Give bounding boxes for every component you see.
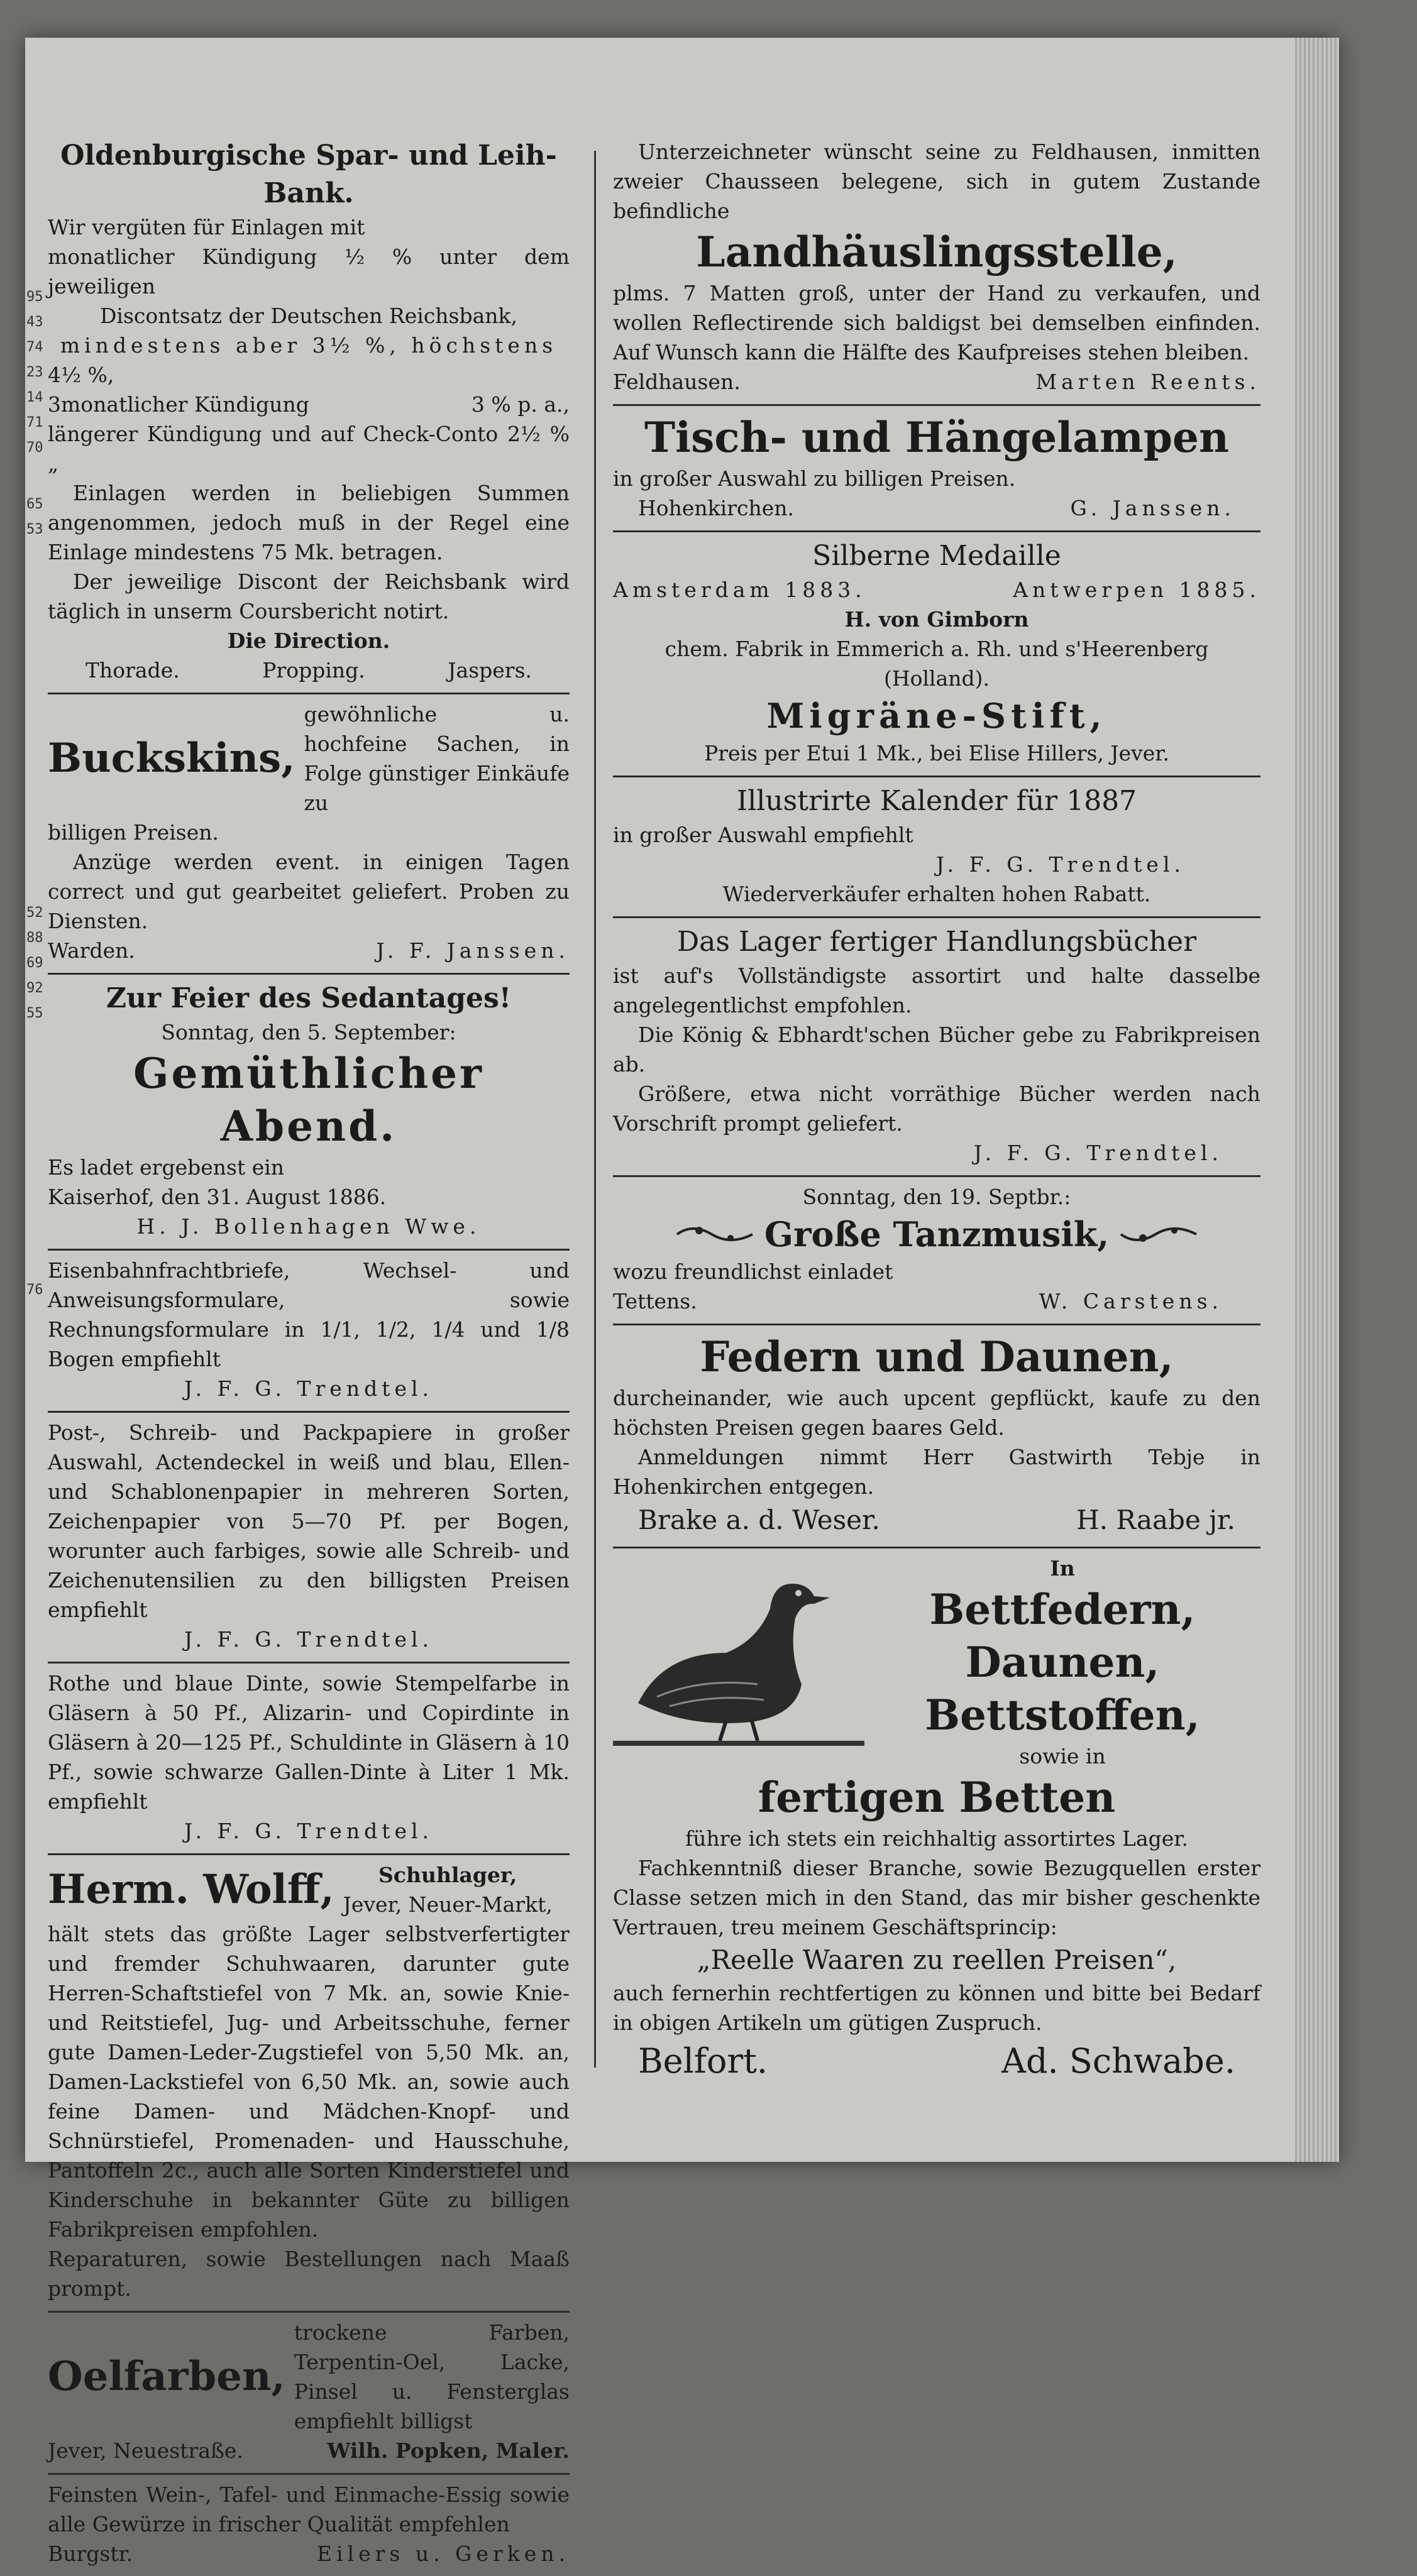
ad-title: Große Tanzmusik, (764, 1214, 1110, 1254)
left-column (48, 132, 570, 2576)
margin-number: 74 (26, 339, 43, 355)
ad-text: Der jeweilige Discont der Reichsbank wird täglich in unserm Coursbericht notirt. (48, 569, 570, 623)
ad-text: 3monatlicher Kündigung (48, 392, 309, 417)
ad-name: Thorade. (85, 658, 180, 682)
ad-text: Antwerpen 1885. (1013, 578, 1260, 602)
margin-number: 95 (26, 289, 43, 305)
ad-text: plms. 7 Matten groß, unter der Hand zu verkaufen, und wollen Reflectirende sich baldigst bei demselben einfinden. Auf Wunsch kann die Hälfte des Kaufpreises stehen bleiben. (613, 281, 1260, 364)
ad-text: Feinsten Wein-, Tafel- und Einmache-Essig sowie alle Gewürze in frischer Qualität empfehlen (48, 2482, 570, 2536)
ad-place: Hohenkirchen. (638, 496, 795, 520)
margin-number: 76 (26, 1282, 43, 1298)
ad-eisenbahn (48, 1251, 570, 1413)
ad-footer (613, 1501, 1260, 1539)
ad-text: in großer Auswahl empfiehlt (613, 823, 913, 847)
ad-maker: H. von Gimborn (844, 607, 1029, 632)
margin-number: 23 (26, 364, 43, 380)
ad-text: Unterzeichneter wünscht seine zu Feldhausen, inmitten zweier Chausseen belegene, sich in gutem Zustande befindliche (613, 140, 1260, 223)
ad-text: 4½ %, (48, 363, 114, 387)
ad-title: fertigen Betten (758, 1773, 1116, 1822)
ad-text: 3 % p. a., (471, 392, 570, 417)
ad-sub (343, 1860, 553, 1919)
ad-footer (613, 1286, 1260, 1316)
ad-text: wozu freundlichst einladet (613, 1259, 893, 1284)
ad-name: H. J. Bollenhagen Wwe. (136, 1214, 481, 1239)
ad-essig (48, 2475, 570, 2576)
ad-title: Oelfarben, (48, 2353, 285, 2400)
margin-number: 53 (26, 522, 43, 537)
ad-title: Bettstoffen, (925, 1691, 1200, 1740)
ad-text: Die König & Ebhardt'schen Bücher gebe zu Fabrikpreisen ab. (613, 1022, 1260, 1077)
ad-tanz (613, 1177, 1260, 1325)
ad-header (48, 699, 570, 818)
margin-number: 55 (26, 1006, 43, 1021)
ad-name: Eilers u. Gerken. (316, 2541, 570, 2566)
ad-betten (613, 1548, 1260, 2093)
ad-text: Discontsatz der Deutschen Reichsbank, (99, 304, 518, 328)
ad-footer (48, 2539, 570, 2568)
ad-header (613, 1554, 1260, 1771)
ad-footer (613, 493, 1260, 523)
ad-text: führe ich stets ein reichhaltig assortirtes Lager. (685, 1826, 1188, 1851)
ad-name: J. F. G. Trendtel. (184, 1819, 434, 1843)
ad-row (48, 390, 570, 419)
ad-header (613, 1212, 1260, 1257)
ad-landhaus (613, 132, 1260, 406)
ad-name: J. F. G. Trendtel. (184, 1627, 434, 1652)
margin-number: 65 (26, 496, 43, 512)
ad-title: Herm. Wolff, (48, 1866, 334, 1913)
ad-text: ist auf's Vollständigste assortirt und halte dasselbe angelegentlichst empfohlen. (613, 963, 1260, 1017)
ornament-right-icon (1118, 1222, 1199, 1247)
ad-text: hält stets das größte Lager selbstverfertigter und fremder Schuhwaaren, darunter gute Herren-Schaftstiefel von 7 Mk. an, sowie Knie- und Reitstiefel, Jug- und Arbeitsschuhe, ferner gute Damen-Leder-Zugstiefel von 5,50 Mk. an, Damen-Lackstiefel von 6,50 Mk. an, sowie auch feine Damen- und Mädchen-Knopf- und Schnürstiefel, Promenaden- und Hausschuhe, Pantoffeln 2c., auch alle Sorten Kinderstiefel und Kinderschuhe in bekannter Güte zu billigen Fabrikpreisen empfohlen. (48, 1922, 570, 2242)
ad-text: Kaiserhof, den 31. August 1886. (48, 1185, 387, 1209)
ad-text: sowie in (1019, 1744, 1106, 1768)
ad-title: Landhäuslingsstelle, (696, 227, 1177, 277)
ad-name: J. F. G. Trendtel. (973, 1141, 1223, 1165)
page-edge (1295, 38, 1339, 2162)
margin-number: 92 (26, 980, 43, 996)
ad-signature: Die Direction. (227, 628, 390, 653)
ad-footer (613, 367, 1260, 397)
ad-text: in großer Auswahl zu billigen Preisen. (613, 466, 1016, 491)
ad-text: Preis per Etui 1 Mk., bei Elise Hillers, Jever. (704, 741, 1169, 765)
margin-number: 69 (26, 955, 43, 971)
ad-row (613, 575, 1260, 605)
ad-text: Sonntag, den 5. September: (161, 1020, 456, 1044)
ad-place: Jever, Neuestraße. (48, 2438, 243, 2463)
ad-text: In (1050, 1556, 1075, 1581)
margin-number: 14 (26, 390, 43, 405)
ad-text: Eisenbahnfrachtbriefe, Wechsel- und Anweisungsformulare, sowie Rechnungsformulare in 1/1, 1/2, 1/4 und 1/8 Bogen empfiehlt (48, 1258, 570, 1371)
ad-place: Burgstr. (48, 2541, 133, 2566)
ad-place: Feldhausen. (613, 370, 741, 394)
ad-oelfarben (48, 2313, 570, 2475)
ad-subtitle: Schuhlager, (378, 1863, 517, 1887)
ad-text: monatlicher Kündigung ½ % unter dem jeweiligen (48, 244, 570, 299)
ad-text: chem. Fabrik in Emmerich a. Rh. und s'Heerenberg (664, 637, 1209, 661)
ad-product: Migräne-Stift, (766, 696, 1107, 736)
ad-name: J. F. G. Trendtel. (184, 1376, 434, 1401)
column-divider (594, 151, 596, 2068)
ad-title: Illustrirte Kalender für 1887 (736, 785, 1137, 817)
ad-names (48, 655, 570, 685)
ad-name: Ad. Schwabe. (1001, 2041, 1235, 2081)
ad-medaille (613, 532, 1260, 777)
ad-name: J. F. Janssen. (376, 938, 570, 963)
ad-text: durcheinander, wie auch upcent gepflückt, kaufe zu den höchsten Preisen gegen baares Geld. (613, 1386, 1260, 1440)
ad-place: Belfort. (638, 2041, 768, 2081)
ad-text: Wiederverkäufer erhalten hohen Rabatt. (722, 882, 1151, 906)
ad-text: gewöhnliche u. hochfeine Sachen, in Folge günstiger Einkäufe zu (304, 702, 570, 815)
ad-event: Gemüthlicher Abend. (133, 1049, 484, 1151)
ad-text: Reparaturen, sowie Bestellungen nach Maaß prompt. (48, 2247, 570, 2301)
ad-name: H. Raabe jr. (1076, 1504, 1235, 1535)
ad-place: Tettens. (613, 1289, 697, 1313)
ad-header (48, 2318, 570, 2436)
ad-bank (48, 132, 570, 694)
ad-text: Wir vergüten für Einlagen mit (48, 215, 365, 239)
ad-footer (613, 2037, 1260, 2085)
ad-text: auch fernerhin rechtfertigen zu können und bitte bei Bedarf in obigen Artikeln um gütigen Zuspruch. (613, 1981, 1260, 2035)
ad-papiere (48, 1413, 570, 1663)
ad-title: Federn und Daunen, (700, 1332, 1174, 1381)
ad-title-stack (864, 1554, 1260, 1771)
ad-title: Zur Feier des Sedantages! (106, 982, 512, 1014)
ad-text: trockene Farben, Terpentin-Oel, Lacke, Pinsel u. Fensterglas empfiehlt billigst (294, 2320, 570, 2433)
ad-place: Warden. (48, 938, 135, 963)
ad-name: Wilh. Popken, Maler. (327, 2438, 570, 2463)
ad-header (48, 1860, 570, 1919)
margin-number: 88 (26, 930, 43, 946)
margin-numbers (25, 38, 43, 2162)
ad-name: W. Carstens. (1039, 1289, 1223, 1313)
ad-title: Bettfedern, (929, 1585, 1196, 1634)
ad-date: Sonntag, den 19. Septbr.: (802, 1185, 1071, 1209)
ad-motto: „Reelle Waaren zu reellen Preisen“, (697, 1944, 1177, 1975)
ad-text: Einlagen werden in beliebigen Summen angenommen, jedoch muß in der Regel eine Einlage mindestens 75 Mk. betragen. (48, 481, 570, 564)
ad-buckskins (48, 694, 570, 975)
ad-text: billigen Preisen. (48, 820, 219, 845)
ad-text: Rothe und blaue Dinte, sowie Stempelfarbe in Gläsern à 50 Pf., Alizarin- und Copirdinte in Gläsern à 20—125 Pf., Schuldinte in Gläsern à 10 Pf., sowie schwarze Gallen-Dinte à Liter 1 Mk. empfiehlt (48, 1671, 570, 1814)
ad-name: G. Janssen. (1070, 496, 1235, 520)
ad-title: Silberne Medaille (812, 540, 1061, 572)
margin-number: 70 (26, 440, 43, 456)
ad-text: Amsterdam 1883. (613, 578, 866, 602)
ad-text: Post-, Schreib- und Packpapiere in großer Auswahl, Actendeckel in weiß und blau, Ellen- und Schablonenpapier in mehreren Sorten, Zeichenpapier von 5—70 Pf. per Bogen, worunter auch farbiges, sowie alle Schreib- und Zeichenutensilien zu den billigsten Preisen empfiehlt (48, 1420, 570, 1622)
ad-text: Anmeldungen nimmt Herr Gastwirth Tebje in Hohenkirchen entgegen. (613, 1445, 1260, 1499)
ad-text: (Holland). (883, 666, 990, 691)
ad-title: Das Lager fertiger Handlungsbücher (676, 926, 1197, 958)
ornament-left-icon (674, 1222, 756, 1247)
ad-name: Propping. (262, 658, 365, 682)
ad-title: Buckskins, (48, 735, 295, 782)
ad-title: Tisch- und Hängelampen (644, 413, 1230, 462)
ad-title: Daunen, (965, 1638, 1160, 1687)
ad-text: Anzüge werden event. in einigen Tagen correct und gut gearbeitet geliefert. Proben zu Diensten. (48, 850, 570, 933)
newspaper-page (25, 38, 1339, 2566)
goose-icon (613, 1559, 864, 1766)
ad-name: J. F. G. Trendtel. (935, 852, 1185, 877)
ad-name: Jaspers. (448, 658, 532, 682)
ad-handlung (613, 918, 1260, 1177)
margin-number: 52 (26, 905, 43, 921)
ad-footer (48, 2436, 570, 2465)
ad-federn (613, 1325, 1260, 1548)
ad-name: Marten Reents. (1035, 370, 1260, 394)
right-column (613, 132, 1260, 2093)
ad-place: Brake a. d. Weser. (638, 1504, 880, 1535)
ad-kalender (613, 777, 1260, 918)
ad-footer (48, 936, 570, 965)
margin-number: 71 (26, 415, 43, 430)
ad-title: Oldenburgische Spar- und Leih-Bank. (60, 140, 557, 209)
ad-dinte (48, 1663, 570, 1855)
ad-text: Größere, etwa nicht vorräthige Bücher werden nach Vorschrift prompt geliefert. (613, 1082, 1260, 1136)
ad-sedan (48, 975, 570, 1251)
ad-text: mindestens aber 3½ %, höchstens (60, 333, 558, 358)
ad-wolff (48, 1855, 570, 2313)
ad-text: Es ladet ergebenst ein (48, 1155, 285, 1180)
margin-number: 43 (26, 314, 43, 330)
ad-address: Jever, Neuer-Markt, (343, 1892, 553, 1917)
ad-text: längerer Kündigung und auf Check-Conto 2½ % „ (48, 422, 570, 476)
ad-text: Fachkenntniß dieser Branche, sowie Bezugquellen erster Classe setzen mich in den Stand, das mir bisher geschenkte Vertrauen, treu meinem Geschäftsprincip: (613, 1856, 1260, 1939)
ad-lampen (613, 406, 1260, 532)
